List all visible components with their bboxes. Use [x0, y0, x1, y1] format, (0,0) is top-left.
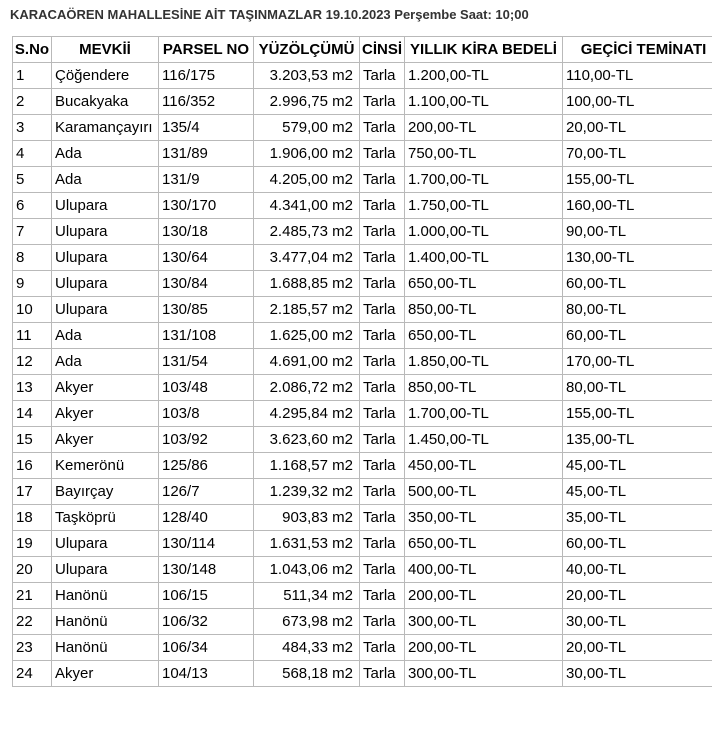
cell-mevkii: Akyer: [52, 661, 159, 687]
cell-cinsi: Tarla: [360, 661, 405, 687]
cell-parsel-no: 130/170: [159, 193, 254, 219]
cell-gecici-teminati: 20,00-TL: [563, 583, 712, 609]
cell-yuzolcumu: 4.341,00 m2: [254, 193, 360, 219]
cell-yuzolcumu: 903,83 m2: [254, 505, 360, 531]
cell-parsel-no: 116/175: [159, 63, 254, 89]
cell-parsel-no: 130/148: [159, 557, 254, 583]
cell-cinsi: Tarla: [360, 583, 405, 609]
cell-sno: 14: [13, 401, 52, 427]
header-mevkii: MEVKİİ: [52, 37, 159, 63]
table-row: [13, 167, 712, 193]
table-row: [13, 427, 712, 453]
header-sno: S.No: [13, 37, 52, 63]
cell-parsel-no: 130/64: [159, 245, 254, 271]
cell-mevkii: Akyer: [52, 401, 159, 427]
cell-mevkii: Kemerönü: [52, 453, 159, 479]
cell-sno: 3: [13, 115, 52, 141]
cell-sno: 18: [13, 505, 52, 531]
cell-parsel-no: 106/34: [159, 635, 254, 661]
header-parsel-no: PARSEL NO: [159, 37, 254, 63]
cell-sno: 23: [13, 635, 52, 661]
cell-mevkii: Ulupara: [52, 219, 159, 245]
cell-yillik-kira-bedeli: 1.700,00-TL: [405, 401, 563, 427]
cell-yuzolcumu: 3.623,60 m2: [254, 427, 360, 453]
cell-parsel-no: 106/32: [159, 609, 254, 635]
cell-yuzolcumu: 1.168,57 m2: [254, 453, 360, 479]
cell-yuzolcumu: 4.205,00 m2: [254, 167, 360, 193]
cell-gecici-teminati: 155,00-TL: [563, 401, 712, 427]
cell-parsel-no: 103/92: [159, 427, 254, 453]
cell-yillik-kira-bedeli: 650,00-TL: [405, 323, 563, 349]
cell-mevkii: Karamançayırı: [52, 115, 159, 141]
cell-cinsi: Tarla: [360, 427, 405, 453]
table-body: [13, 63, 712, 687]
header-gecici-teminati: GEÇİCİ TEMİNATI: [563, 37, 712, 63]
cell-sno: 1: [13, 63, 52, 89]
cell-gecici-teminati: 170,00-TL: [563, 349, 712, 375]
cell-yillik-kira-bedeli: 1.000,00-TL: [405, 219, 563, 245]
cell-gecici-teminati: 90,00-TL: [563, 219, 712, 245]
cell-sno: 5: [13, 167, 52, 193]
cell-parsel-no: 116/352: [159, 89, 254, 115]
table-row: [13, 609, 712, 635]
cell-sno: 8: [13, 245, 52, 271]
table-row: [13, 505, 712, 531]
table-row: [13, 271, 712, 297]
cell-gecici-teminati: 60,00-TL: [563, 531, 712, 557]
cell-sno: 15: [13, 427, 52, 453]
table-row: [13, 635, 712, 661]
cell-mevkii: Ulupara: [52, 531, 159, 557]
table-row: [13, 661, 712, 687]
header-row: [13, 37, 712, 63]
cell-yillik-kira-bedeli: 200,00-TL: [405, 635, 563, 661]
cell-gecici-teminati: 160,00-TL: [563, 193, 712, 219]
cell-cinsi: Tarla: [360, 115, 405, 141]
cell-parsel-no: 103/48: [159, 375, 254, 401]
cell-yuzolcumu: 2.185,57 m2: [254, 297, 360, 323]
table-row: [13, 219, 712, 245]
cell-sno: 6: [13, 193, 52, 219]
cell-gecici-teminati: 30,00-TL: [563, 661, 712, 687]
table-row: [13, 297, 712, 323]
table-row: [13, 115, 712, 141]
cell-sno: 22: [13, 609, 52, 635]
cell-gecici-teminati: 30,00-TL: [563, 609, 712, 635]
cell-sno: 2: [13, 89, 52, 115]
cell-sno: 4: [13, 141, 52, 167]
cell-mevkii: Akyer: [52, 427, 159, 453]
cell-gecici-teminati: 60,00-TL: [563, 271, 712, 297]
cell-parsel-no: 104/13: [159, 661, 254, 687]
cell-yuzolcumu: 1.688,85 m2: [254, 271, 360, 297]
cell-parsel-no: 131/89: [159, 141, 254, 167]
cell-yuzolcumu: 1.239,32 m2: [254, 479, 360, 505]
cell-mevkii: Ulupara: [52, 271, 159, 297]
cell-yillik-kira-bedeli: 200,00-TL: [405, 583, 563, 609]
cell-sno: 13: [13, 375, 52, 401]
cell-cinsi: Tarla: [360, 323, 405, 349]
cell-yillik-kira-bedeli: 200,00-TL: [405, 115, 563, 141]
cell-cinsi: Tarla: [360, 297, 405, 323]
cell-gecici-teminati: 70,00-TL: [563, 141, 712, 167]
cell-gecici-teminati: 100,00-TL: [563, 89, 712, 115]
cell-parsel-no: 131/108: [159, 323, 254, 349]
cell-parsel-no: 103/8: [159, 401, 254, 427]
cell-sno: 7: [13, 219, 52, 245]
cell-yillik-kira-bedeli: 750,00-TL: [405, 141, 563, 167]
cell-gecici-teminati: 60,00-TL: [563, 323, 712, 349]
cell-mevkii: Ulupara: [52, 557, 159, 583]
cell-gecici-teminati: 20,00-TL: [563, 115, 712, 141]
cell-cinsi: Tarla: [360, 193, 405, 219]
cell-mevkii: Ada: [52, 323, 159, 349]
cell-cinsi: Tarla: [360, 531, 405, 557]
cell-mevkii: Bayırçay: [52, 479, 159, 505]
cell-cinsi: Tarla: [360, 271, 405, 297]
cell-yillik-kira-bedeli: 400,00-TL: [405, 557, 563, 583]
cell-yuzolcumu: 1.906,00 m2: [254, 141, 360, 167]
cell-gecici-teminati: 155,00-TL: [563, 167, 712, 193]
table-row: [13, 453, 712, 479]
cell-mevkii: Ulupara: [52, 245, 159, 271]
cell-mevkii: Ada: [52, 141, 159, 167]
cell-mevkii: Taşköprü: [52, 505, 159, 531]
cell-mevkii: Ulupara: [52, 297, 159, 323]
cell-yuzolcumu: 2.996,75 m2: [254, 89, 360, 115]
cell-yillik-kira-bedeli: 300,00-TL: [405, 661, 563, 687]
cell-parsel-no: 130/84: [159, 271, 254, 297]
cell-parsel-no: 130/18: [159, 219, 254, 245]
cell-sno: 12: [13, 349, 52, 375]
table-row: [13, 583, 712, 609]
cell-sno: 17: [13, 479, 52, 505]
cell-sno: 16: [13, 453, 52, 479]
cell-gecici-teminati: 40,00-TL: [563, 557, 712, 583]
table-row: [13, 349, 712, 375]
cell-sno: 24: [13, 661, 52, 687]
table-row: [13, 375, 712, 401]
cell-mevkii: Bucakyaka: [52, 89, 159, 115]
cell-gecici-teminati: 110,00-TL: [563, 63, 712, 89]
cell-yillik-kira-bedeli: 850,00-TL: [405, 375, 563, 401]
cell-gecici-teminati: 130,00-TL: [563, 245, 712, 271]
property-table: [12, 36, 712, 687]
cell-cinsi: Tarla: [360, 401, 405, 427]
cell-cinsi: Tarla: [360, 479, 405, 505]
cell-mevkii: Hanönü: [52, 635, 159, 661]
cell-parsel-no: 135/4: [159, 115, 254, 141]
cell-yuzolcumu: 1.625,00 m2: [254, 323, 360, 349]
header-yillik-kira-bedeli: YILLIK KİRA BEDELİ: [405, 37, 563, 63]
cell-yuzolcumu: 1.043,06 m2: [254, 557, 360, 583]
table-row: [13, 531, 712, 557]
table-container: [12, 36, 712, 716]
cell-yillik-kira-bedeli: 1.700,00-TL: [405, 167, 563, 193]
cell-cinsi: Tarla: [360, 219, 405, 245]
cell-yillik-kira-bedeli: 350,00-TL: [405, 505, 563, 531]
cell-yillik-kira-bedeli: 300,00-TL: [405, 609, 563, 635]
cell-mevkii: Ada: [52, 349, 159, 375]
cell-mevkii: Ada: [52, 167, 159, 193]
cell-yuzolcumu: 568,18 m2: [254, 661, 360, 687]
cell-gecici-teminati: 20,00-TL: [563, 635, 712, 661]
table-row: [13, 479, 712, 505]
cell-yuzolcumu: 4.691,00 m2: [254, 349, 360, 375]
cell-yillik-kira-bedeli: 850,00-TL: [405, 297, 563, 323]
cell-sno: 11: [13, 323, 52, 349]
cell-yillik-kira-bedeli: 1.450,00-TL: [405, 427, 563, 453]
header-yuzolcumu: YÜZÖLÇÜMÜ: [254, 37, 360, 63]
cell-cinsi: Tarla: [360, 505, 405, 531]
cell-cinsi: Tarla: [360, 453, 405, 479]
cell-parsel-no: 128/40: [159, 505, 254, 531]
cell-yillik-kira-bedeli: 450,00-TL: [405, 453, 563, 479]
cell-cinsi: Tarla: [360, 349, 405, 375]
cell-sno: 21: [13, 583, 52, 609]
cell-yuzolcumu: 579,00 m2: [254, 115, 360, 141]
cell-parsel-no: 126/7: [159, 479, 254, 505]
table-row: [13, 141, 712, 167]
cell-yuzolcumu: 3.203,53 m2: [254, 63, 360, 89]
cell-yillik-kira-bedeli: 500,00-TL: [405, 479, 563, 505]
table-row: [13, 89, 712, 115]
cell-yuzolcumu: 1.631,53 m2: [254, 531, 360, 557]
table-row: [13, 245, 712, 271]
cell-cinsi: Tarla: [360, 609, 405, 635]
cell-cinsi: Tarla: [360, 557, 405, 583]
cell-gecici-teminati: 135,00-TL: [563, 427, 712, 453]
cell-mevkii: Akyer: [52, 375, 159, 401]
cell-gecici-teminati: 80,00-TL: [563, 297, 712, 323]
cell-gecici-teminati: 45,00-TL: [563, 453, 712, 479]
table-row: [13, 401, 712, 427]
cell-cinsi: Tarla: [360, 635, 405, 661]
cell-parsel-no: 130/114: [159, 531, 254, 557]
cell-sno: 9: [13, 271, 52, 297]
cell-yuzolcumu: 2.485,73 m2: [254, 219, 360, 245]
cell-sno: 19: [13, 531, 52, 557]
cell-yillik-kira-bedeli: 650,00-TL: [405, 531, 563, 557]
cell-gecici-teminati: 35,00-TL: [563, 505, 712, 531]
cell-mevkii: Hanönü: [52, 583, 159, 609]
cell-yillik-kira-bedeli: 1.200,00-TL: [405, 63, 563, 89]
cell-parsel-no: 130/85: [159, 297, 254, 323]
table-row: [13, 63, 712, 89]
table-row: [13, 193, 712, 219]
cell-yuzolcumu: 4.295,84 m2: [254, 401, 360, 427]
page-title: KARACAÖREN MAHALLESİNE AİT TAŞINMAZLAR 19.10.2023 Perşembe Saat: 10;00: [10, 7, 529, 22]
cell-yillik-kira-bedeli: 1.100,00-TL: [405, 89, 563, 115]
cell-parsel-no: 131/54: [159, 349, 254, 375]
cell-parsel-no: 131/9: [159, 167, 254, 193]
cell-parsel-no: 106/15: [159, 583, 254, 609]
cell-sno: 20: [13, 557, 52, 583]
cell-mevkii: Çöğendere: [52, 63, 159, 89]
cell-cinsi: Tarla: [360, 375, 405, 401]
cell-yuzolcumu: 673,98 m2: [254, 609, 360, 635]
cell-yillik-kira-bedeli: 1.400,00-TL: [405, 245, 563, 271]
cell-mevkii: Ulupara: [52, 193, 159, 219]
header-cinsi: CİNSİ: [360, 37, 405, 63]
cell-yuzolcumu: 511,34 m2: [254, 583, 360, 609]
cell-cinsi: Tarla: [360, 245, 405, 271]
cell-yuzolcumu: 2.086,72 m2: [254, 375, 360, 401]
cell-cinsi: Tarla: [360, 89, 405, 115]
cell-sno: 10: [13, 297, 52, 323]
cell-cinsi: Tarla: [360, 141, 405, 167]
cell-gecici-teminati: 80,00-TL: [563, 375, 712, 401]
cell-gecici-teminati: 45,00-TL: [563, 479, 712, 505]
cell-mevkii: Hanönü: [52, 609, 159, 635]
cell-yuzolcumu: 484,33 m2: [254, 635, 360, 661]
cell-yillik-kira-bedeli: 1.750,00-TL: [405, 193, 563, 219]
table-row: [13, 323, 712, 349]
table-row: [13, 557, 712, 583]
cell-yillik-kira-bedeli: 1.850,00-TL: [405, 349, 563, 375]
cell-cinsi: Tarla: [360, 167, 405, 193]
cell-parsel-no: 125/86: [159, 453, 254, 479]
cell-yillik-kira-bedeli: 650,00-TL: [405, 271, 563, 297]
cell-yuzolcumu: 3.477,04 m2: [254, 245, 360, 271]
cell-cinsi: Tarla: [360, 63, 405, 89]
